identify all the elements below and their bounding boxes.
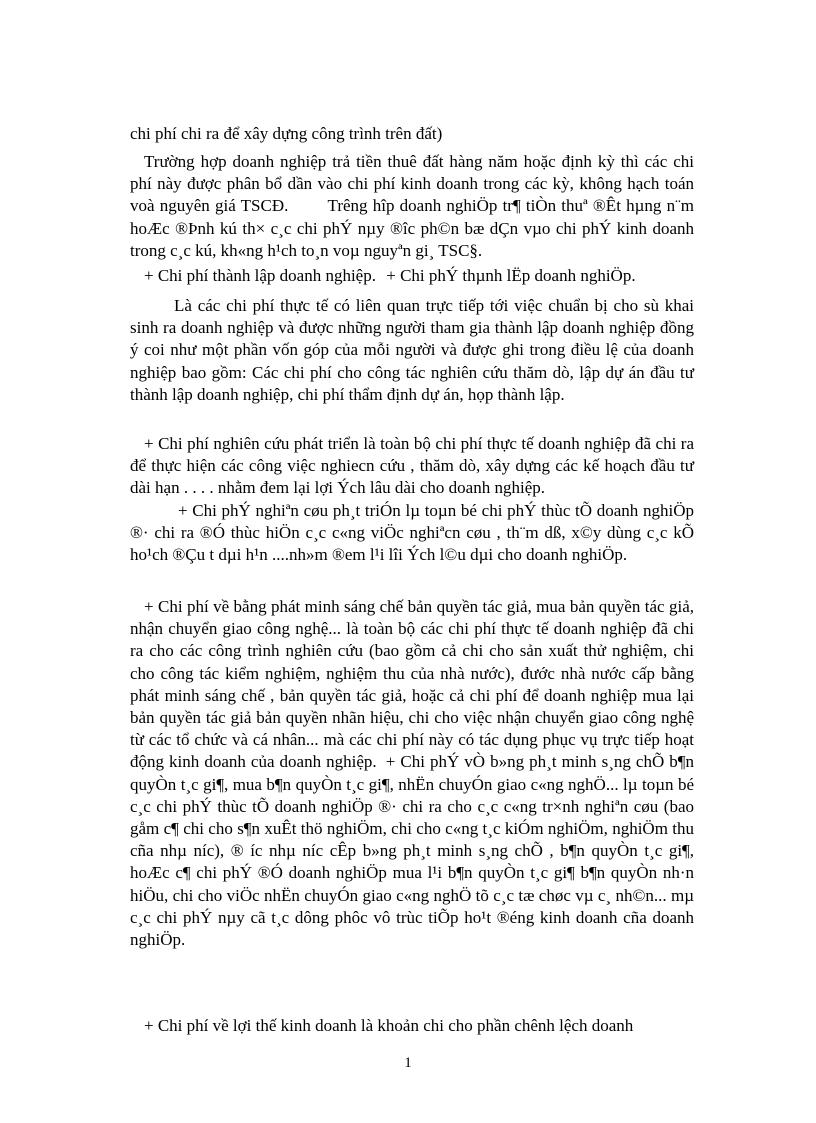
paragraph-2-text: Trường hợp doanh nghiệp trả tiền thuê đất hàng năm hoặc định kỳ thì các chi phí này được phân bổ dần vào chi phí kinh doanh trong các kỳ, không hạch toán voà nguyên giá TSCĐ. <box>130 152 694 216</box>
paragraph-7 <box>130 596 694 951</box>
paragraph-6 <box>130 500 694 567</box>
paragraph-3 <box>130 265 694 287</box>
paragraph-1-text: chi phí chi ra để xây dựng công trình trên đất) <box>130 124 443 143</box>
paragraph-2-garbled-text: Trêng hîp doanh nghiÖp tr¶ tiÒn thuª ®Êt hµng n¨m hoÆc ®Þnh kú th× c¸c chi phÝ nµy ®îc ph©n bæ dÇn vµo chi phÝ kinh doanh trong c¸c kú, kh«ng h¹ch to¸n voµ nguyªn gi¸ TSC§. <box>130 196 694 260</box>
paragraph-1 <box>130 123 694 145</box>
paragraph-5-text: + Chi phí nghiên cứu phát triển là toàn bộ chi phí thực tế doanh nghiệp đã chi ra để thực hiện các công việc nghiecn cứu , thăm dò, xây dựng các kế hoạch đầu tư dài hạn . . . . nhằm đem lại lợi Ých lâu dài cho doanh nghiệp. <box>130 434 694 498</box>
paragraph-7-garbled-text: + Chi phÝ vÒ b»ng ph¸t minh s¸ng chÕ b¶n quyÒn t¸c gi¶, mua b¶n quyÒn t¸c gi¶, nhËn chuyÓn giao c«ng nghÖ... lµ toµn bé c¸c chi phÝ thùc tÕ doanh nghiÖp ®· chi ra cho c¸c c«ng tr×nh nghiªn cøu (bao gåm c¶ chi cho s¶n xuÊt thö nghiÖm, chi cho c«ng t¸c kiÓm nghiÖm, nghiÖm thu cña nhµ níc), ® íc nhµ níc cÊp b»ng ph¸t minh s¸ng chÕ , b¶n quyÒn t¸c gi¶, hoÆc c¶ chi phÝ ®Ó doanh nghiÖp mua l¹i b¶n quyÒn t¸c gi¶ b¶n quyÒn nh·n hiÖu, chi cho viÖc nhËn chuyÓn giao c«ng nghÖ tõ c¸c tæ chøc vµ c¸ nh©n... mµ c¸c chi phÝ nµy cã t¸c dông phôc vô trùc tiÕp ho¹t ®éng kinh doanh cña doanh nghiÖp. <box>130 752 695 950</box>
paragraph-7-text: + Chi phí về bằng phát minh sáng chế bản quyền tác giả, mua bản quyền tác giả, nhận chuyển giao công nghệ... là toàn bộ các chi phí thực tế doanh nghiệp đã chi ra cho các công trình nghiên cứu (bao gồm cả chi cho sản xuất thử nghiệm, chi cho công tác kiểm nghiệm, nghiệm thu của nhà nước), đước nhà nước cấp bằng phát minh sáng chế , bản quyền tác giả, hoặc cả chi phí để doanh nghiệp mua lại bản quyền tác giả bản quyền nhãn hiệu, chi cho việc nhận chuyển giao công nghệ từ các tổ chức và cá nhân... mà các chi phí này có tác dụng phục vụ trực tiếp hoạt động kinh doanh của doanh nghiệp. <box>130 597 694 772</box>
paragraph-3-text: + Chi phí thành lập doanh nghiệp. <box>144 266 376 285</box>
paragraph-4 <box>130 295 694 406</box>
paragraph-8-text: + Chi phí về lợi thế kinh doanh là khoản chi cho phần chênh lệch doanh <box>144 1016 634 1035</box>
paragraph-2 <box>130 151 694 262</box>
paragraph-5 <box>130 433 694 500</box>
paragraph-4-text: Là các chi phí thực tế có liên quan trực tiếp tới việc chuẩn bị cho sù khai sinh ra doanh nghiệp và được những người tham gia thành lập doanh nghiệp đồng ý coi như một phần vốn góp của mỗi người và được ghi trong điều lệ của doanh nghiệp bao gồm: Các chi phí cho công tác nghiên cứu thăm dò, lập dự án đầu tư thành lập doanh nghiệp, chi phí thẩm định dự án, họp thành lập. <box>130 296 694 404</box>
paragraph-3-garbled-text: + Chi phÝ thµnh lËp doanh nghiÖp. <box>386 266 636 285</box>
page-number: 1 <box>404 1055 412 1071</box>
paragraph-8 <box>130 1015 694 1037</box>
paragraph-6-text: + Chi phÝ nghiªn cøu ph¸t triÓn lµ toµn bé chi phÝ thùc tÕ doanh nghiÖp ®· chi ra ®Ó thùc hiÖn c¸c c«ng viÖc nghiªcn cøu , th¨m dß, x©y dùng c¸c kÕ ho¹ch ®Çu t dµi h¹n ....nh»m ®em l¹i lîi Ých l©u dµi cho doanh nghiÖp. <box>130 501 694 565</box>
